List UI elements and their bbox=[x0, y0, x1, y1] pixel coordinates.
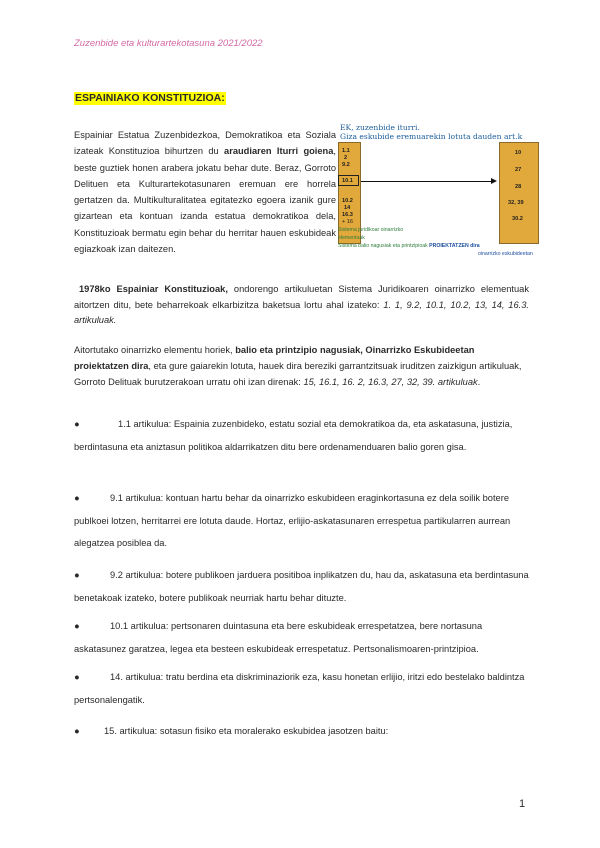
paragraph-1978-constitution bbox=[74, 282, 529, 329]
diagram-title-line2: Giza eskubide eremuarekin lotuta dauden art.k bbox=[340, 131, 523, 141]
bullet-icon: ● bbox=[74, 726, 80, 736]
diagram-cell: 30.2 bbox=[512, 216, 523, 222]
list-item bbox=[74, 413, 529, 458]
diagram-title bbox=[340, 124, 522, 141]
diagram-caption-3-text: Sistema balio nagusiak eta printzipioak bbox=[338, 243, 430, 249]
diagram-cell: 14 bbox=[344, 205, 351, 211]
list-item-text: 14. artikulua: tratu berdina eta diskriminaziorik eza, kasu honetan erlijio, iritzi edo bestelako baldintza pertsonalengatik. bbox=[74, 672, 525, 705]
diagram-caption-4: oinarrizko eskubideetan bbox=[478, 251, 533, 257]
list-item-text: 15. artikulua: sotasun fisiko eta moralerako eskubidea jasotzen baitu: bbox=[104, 726, 389, 736]
diagram-cell: 10.2 bbox=[342, 198, 353, 204]
diagram-arrow-head bbox=[491, 178, 497, 184]
diagram-caption-3 bbox=[338, 243, 480, 249]
diagram-cell: 27 bbox=[515, 167, 522, 173]
list-item bbox=[74, 615, 529, 660]
diagram-right-column bbox=[499, 142, 539, 244]
list-item-text: 10.1 artikulua: pertsonaren duintasuna eta bere eskubideak errespetatzea, bere nortasuna askatasunez garatzea, legea eta besteen eskubideak errespetatuz. Pertsonalismoaren-printzipioa. bbox=[74, 621, 483, 654]
bullet-icon: ● bbox=[74, 621, 80, 631]
para1-bold: 1978ko Espainiar Konstituzioak, bbox=[79, 284, 228, 294]
para2-bold: balio eta printzipio nagusiak, Oinarrizko Eskubideetan proiektatzen dira bbox=[74, 345, 475, 371]
para2-text-cont: , eta gure gaiarekin lotuta, hauek dira bereziki garrantzitsuak iruditzen zaizkigun artikuluak, Gorroto Delituak burutzerakoan urratu ohi izan direnak: bbox=[74, 361, 522, 387]
page-number: 1 bbox=[519, 798, 526, 810]
bullet-icon: ● bbox=[74, 672, 80, 682]
diagram-cell: 32, 39 bbox=[508, 200, 524, 206]
diagram-cell: 28 bbox=[515, 184, 522, 190]
diagram-caption-1: Sistema juridikoar oinarrizko bbox=[338, 227, 404, 233]
diagram-caption-2: elementuak bbox=[338, 235, 365, 241]
diagram-caption-3-bold: PROIEKTATZEN dira bbox=[429, 243, 480, 249]
diagram-title-line1: EK, zuzenbide iturri. bbox=[340, 123, 420, 132]
list-item bbox=[74, 666, 529, 711]
list-item bbox=[74, 720, 529, 743]
para2-italic: 15, 16.1, 16. 2, 16.3, 27, 32, 39. artikuluak bbox=[303, 377, 478, 387]
list-item bbox=[74, 564, 529, 609]
list-item-text: 9.1 artikulua: kontuan hartu behar da oinarrizko eskubideen eraginkortasuna ez dela soilik botere publkoei lotzen, herritarrei ere lotuta daude. Hortaz, erlijio-askatasunaren errespetua partikularren aurrean alegatzea posiblea da. bbox=[74, 493, 511, 548]
para1-italic: 1. 1, 9.2, 10.1, 10.2, 13, 14, 16.3. artikuluak. bbox=[74, 299, 529, 325]
intro-text: Espainiar Estatua Zuzenbidezkoa, Demokratikoa eta Soziala izateak Konstituzioa bihurtzen du bbox=[74, 130, 336, 157]
diagram-cell-note: + 16 bbox=[342, 219, 354, 225]
diagram-cell: 1.1 bbox=[342, 148, 350, 154]
section-title: ESPAINIAKO KONSTITUZIOA: bbox=[75, 92, 225, 104]
list-item-text: 9.2 artikulua: botere publikoen jarduera positiboa inplikatzen du, hau da, askatasuna eta berdintasuna benetakoak izateko, botere publikoak neurriak hartu behar dituzte. bbox=[74, 570, 529, 603]
intro-paragraph bbox=[74, 127, 336, 257]
intro-bold: araudiaren Iturri goiena bbox=[224, 146, 334, 157]
constitution-diagram bbox=[338, 124, 548, 264]
list-item-text: 1.1 artikulua: Espainia zuzenbideko, estatu sozial eta demokratikoa da, eta askatasuna, justizia, berdintasuna eta aniztasun politikoa aldarrikatzen ditu bere ordenamenduaren balio goren gisa. bbox=[74, 419, 513, 452]
diagram-highlight-box bbox=[338, 175, 359, 186]
document-header: Zuzenbide eta kulturartekotasuna 2021/2022 bbox=[74, 38, 263, 49]
diagram-cell: 16.3 bbox=[342, 212, 353, 218]
diagram-cell: 9.2 bbox=[342, 162, 350, 168]
diagram-cell: 2 bbox=[344, 155, 348, 161]
para2-text-end: . bbox=[477, 377, 481, 387]
bullet-icon: ● bbox=[74, 570, 80, 580]
diagram-cell: 10.1 bbox=[342, 178, 353, 184]
list-item bbox=[74, 487, 529, 555]
para2-text: Aitortutako oinarrizko elementu horiek, bbox=[74, 345, 236, 355]
diagram-cell: 10 bbox=[515, 150, 522, 156]
intro-text-cont: , beste guztiek honen arabera jokatu behar dute. Beraz, Gorroto Delituen eta Kulturartekotasunaren eremuan ere horrela gertatzen da. Multikulturalitatea egitatezko egoera izanik gure gizartean eta kontuan izanda estatua demokratikoa dela, Konstituzioak bermatu egin behar du herritar hauen eskubideak egiazkoak izan daitezen. bbox=[74, 146, 336, 255]
bullet-icon: ● bbox=[74, 419, 80, 429]
bullet-icon: ● bbox=[74, 493, 80, 503]
paragraph-recognized-elements bbox=[74, 342, 529, 390]
diagram-arrow-line bbox=[361, 181, 493, 182]
para1-text: ondorengo artikuluetan Sistema Juridikoaren oinarrizko elementuak aitortzen ditu, bete beharrekoak elkarbizitza baketsua lortu ahal izateko: bbox=[74, 284, 529, 310]
